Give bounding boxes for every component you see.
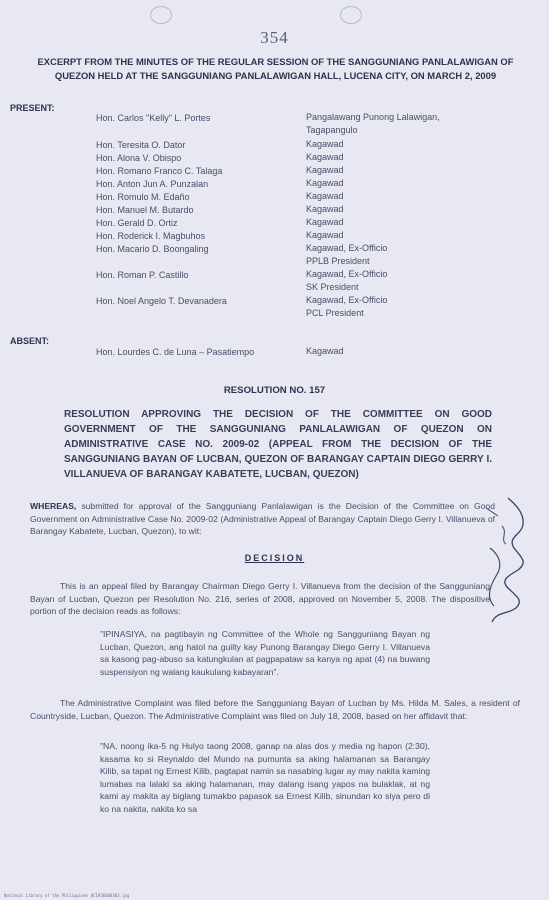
whereas-text: submitted for approval of the Sangguniang Panlalawigan is the Decision of the Committee on Good Government on Administrative Case No. 2009-02 (Administrative Appeal of Barangay Captain Diego Gerry I. Villanueva of Barangay Kabatete, Lucban, Quezon), to wit: bbox=[30, 501, 495, 536]
member-name: Hon. Macario D. Boongaling bbox=[96, 244, 209, 254]
decision-heading: DECISION bbox=[244, 553, 305, 563]
handwritten-signature bbox=[478, 488, 538, 638]
decision-paragraph-1: This is an appeal filed by Barangay Chairman Diego Gerry I. Villanueva from the decision of the Sangguniang Bayan of Lucban, Quezon per Resolution No. 216, series of 2008, approved on November 5, 2008. The dispositive portion of the decision reads as follows: bbox=[30, 581, 490, 616]
punch-hole-left bbox=[150, 6, 172, 24]
resolution-title: RESOLUTION NO. 157 bbox=[223, 385, 326, 396]
member-name: Hon. Noel Angelo T. Devanadera bbox=[96, 296, 227, 306]
quote-paragraph-1: "IPINASIYA, na pagtibayin ng Committee of the Whole ng Sangguniang Bayan ng Lucban, Quezon, ang hatol na guilty kay Punong Barangay Diego Gerry I. Villanueva sa kasong pag-abuso sa katungkulan at pagpapataw sa kanya ng apat (4) na buwang suspensiyon ng walang kaukulang kabayaran". bbox=[100, 629, 430, 677]
member-role: Kagawad bbox=[306, 139, 344, 149]
member-name: Hon. Roman P. Castillo bbox=[96, 270, 189, 280]
absent-label: ABSENT: bbox=[10, 336, 50, 346]
member-role: Kagawad, Ex-Officio PPLB President bbox=[306, 243, 388, 266]
member-role: Kagawad bbox=[306, 152, 344, 162]
punch-hole-right bbox=[340, 6, 362, 24]
member-role: Kagawad bbox=[306, 346, 344, 356]
member-name: Hon. Carlos "Kelly" L. Portes bbox=[96, 113, 211, 123]
member-role: Pangalawang Punong Lalawigan, Tagapangulo bbox=[306, 112, 440, 135]
member-role: Kagawad bbox=[306, 230, 344, 240]
member-role: Kagawad bbox=[306, 165, 344, 175]
member-role: Kagawad, Ex-Officio PCL President bbox=[306, 295, 388, 318]
whereas-label: WHEREAS, bbox=[30, 501, 77, 511]
decision-paragraph-2: The Administrative Complaint was filed before the Sangguniang Bayan of Lucban by Ms. Hilda M. Sales, a resident of Countryside, Lucban, Quezon. The Administrative Complaint was filed on July 18, 2008, based on her affidavit that: bbox=[30, 698, 520, 721]
member-name: Hon. Romulo M. Edaño bbox=[96, 192, 190, 202]
member-role: Kagawad bbox=[306, 204, 344, 214]
member-name: Hon. Gerald D. Ortiz bbox=[96, 218, 178, 228]
member-role: Kagawad bbox=[306, 178, 344, 188]
member-name: Hon. Teresita O. Dator bbox=[96, 140, 186, 150]
member-name: Hon. Romano Franco C. Talaga bbox=[96, 166, 223, 176]
page-number: 354 bbox=[260, 28, 289, 47]
header-line-2: QUEZON HELD AT THE SANGGUNIANG PANLALAWIGAN HALL, LUCENA CITY, ON MARCH 2, 2009 bbox=[54, 70, 497, 81]
quote-paragraph-2: "NA, noong ika-5 ng Hulyo taong 2008, ganap na alas dos y media ng hapon (2:30), kasama ko si Reynaldo del Mundo na pumunta sa aking halamanan sa Barangay Kilib, sa tapat ng Ernest Kilib, pagtapat namin sa nasabing lugar ay may nakita kaming lumabas na lalaki sa aking halamanan, may dalang isang yapos na bulaklak, at ng kami ay makita ay biglang tumakbo papasok sa Ernest Kilib, sinundan ko siya pero di ko na nakita, nakita ko sa bbox=[100, 741, 430, 814]
member-name: Hon. Manuel M. Butardo bbox=[96, 205, 194, 215]
member-role: Kagawad bbox=[306, 191, 344, 201]
member-role: Kagawad bbox=[306, 217, 344, 227]
footer-caption: National Library of the Philippines QC1930300363.jpg bbox=[4, 893, 130, 898]
member-name: Hon. Lourdes C. de Luna – Pasatiempo bbox=[96, 347, 255, 357]
header-line-1: EXCERPT FROM THE MINUTES OF THE REGULAR SESSION OF THE SANGGUNIANG PANLALAWIGAN OF bbox=[37, 56, 514, 67]
member-role: Kagawad, Ex-Officio SK President bbox=[306, 269, 388, 292]
member-name: Hon. Alona V. Obispo bbox=[96, 153, 182, 163]
present-label: PRESENT: bbox=[10, 103, 55, 113]
member-name: Hon. Roderick I. Magbuhos bbox=[96, 231, 206, 241]
member-name: Hon. Anton Jun A. Punzalan bbox=[96, 179, 209, 189]
whereas-paragraph bbox=[30, 500, 495, 538]
resolution-body: RESOLUTION APPROVING THE DECISION OF THE COMMITTEE ON GOOD GOVERNMENT OF THE SANGGUNIANG PANLALAWIGAN OF QUEZON ON ADMINISTRATIVE CASE NO. 2009-02 (APPEAL FROM THE DECISION OF THE SANGGUNIANG BAYAN OF LUCBAN, QUEZON OF BARANGAY CAPTAIN DIEGO GERRY I. VILLANUEVA OF BARANGAY KABATETE, LUCBAN, QUEZON) bbox=[64, 409, 492, 480]
